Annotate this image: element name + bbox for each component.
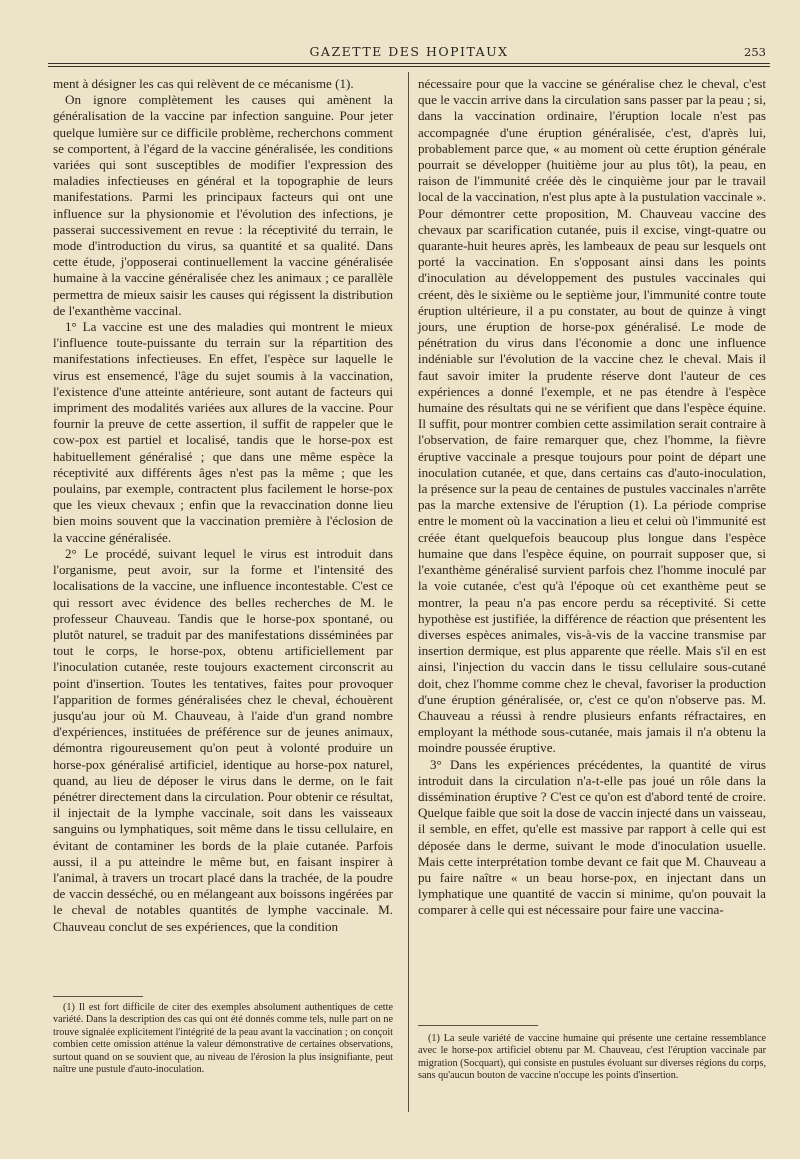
paragraph: 1° La vaccine est une des maladies qui montrent le mieux l'influence toute-puissante du terrain sur la répartition des manifestations infectieuses. En effet, l'espèce sur laquelle le virus est ensemencé, l'âge du sujet soumis à la vaccination, l'existence d'une atteinte antérieure, sont autant de facteurs qui impriment des modalités variées aux allures de la vaccine. Pour fournir la preuve de cette assertion, il suffit de rappeler que le cow-pox est partiel et localisé, tandis que le horse-pox est habituellement généralisé ; que dans une même espèce la réceptivité aux différents âges n'est pas la même ; que les poulains, par exemple, contractent plus facilement le horse-pox que les vieux chevaux ; enfin que la revaccination donne lieu bien moins souvent que la vaccination première à l'éclosion de la vaccine généralisée.: [53, 319, 393, 545]
journal-title: GAZETTE DES HOPITAUX: [309, 44, 509, 59]
paragraph: On ignore complètement les causes qui amènent la généralisation de la vaccine par infection sanguine. Pour jeter quelque lumière sur ce difficile problème, recherchons comment se comportent, à l'égard de la vaccine généralisée, les conditions variées qui sont susceptibles de modifier l'expression des maladies infectieuses en général et la topographie de leurs manifestations. Parmi les principaux facteurs qui ont une influence sur la physionomie et l'évolution des infections, je passerai successivement en revue : la réceptivité du terrain, le mode d'introduction du virus, sa quantité et sa qualité. Dans cette étude, j'opposerai continuellement la vaccine généralisée humaine à la vaccine généralisée chez les animaux ; ce parallèle permettra de mieux saisir les causes qui régissent la distribution de l'exanthème vaccinal.: [53, 92, 393, 318]
footnote-text: (1) La seule variété de vaccine humaine qui présente une certaine ressemblance avec le horse-pox artificiel obtenu par M. Chauveau, c'est l'éruption vaccinale par migration (Socquart), qui consiste en pustules évoluant sur diverses régions du corps, sans qu'aucun bouton de vaccine n'occupe les points d'insertion.: [418, 1033, 766, 1082]
left-column: [53, 76, 393, 935]
paragraph: nécessaire pour que la vaccine se généralise chez le cheval, c'est que le vaccin arrive dans la circulation sans passer par la peau ; si, dans la vaccination ordinaire, l'éruption locale n'est pas accompagnée d'une éruption généralisée, c'est, d'après lui, probablement parce que, « au moment où cette éruption générale pourrait se développer (huitième jour au plus tôt), la peau, en raison de l'immunité créée dès le cinquième jour par le travail local de la vaccination, n'est plus apte à la pustulation vaccinale ». Pour démontrer cette proposition, M. Chauveau vaccine des chevaux par scarification cutanée, puis il excise, vingt-quatre ou quarante-huit heures après, les lambeaux de peau sur lesquels ont porté la vaccination. En s'opposant ainsi dans les points d'inoculation au développement des pustules vaccinales qui créent, dès le sixième ou le septième jour, l'immunité contre toute éruption ultérieure, il a pu constater, au bout de quinze à vingt jours, une éruption de horse-pox généralisé. Le mode de pénétration du virus dans l'économie a donc une influence indéniable sur l'évolution de la vaccine chez le cheval. Mais il faut savoir imiter la prudente réserve dont l'auteur de ces expériences a donné l'exemple, et ne pas étendre à l'espèce humaine des résultats qui ne se vérifient que dans l'espèce équine. Il suffit, pour montrer combien cette assimilation serait contraire à l'observation, de faire remarquer que, chez l'homme, la fièvre éruptive vaccinale a presque toujours pour point de départ une inoculation cutanée, et que, dans certains cas d'auto-inoculation, la présence sur la peau de centaines de pustules vaccinales n'arrête pas la marche extensive de l'éruption (1). La période comprise entre le moment où la vaccination a lieu et celui où l'immunité est créée étant quelquefois beaucoup plus longue dans l'espèce humaine que dans l'espèce équine, on pourrait supposer que, si l'exanthème généralisé survient parfois chez l'homme inoculé par la voie cutanée, c'est qu'à l'époque où cet exanthème peut se montrer, la peau n'a pas encore perdu sa réceptivité. Si cette hypothèse est justifiée, la différence de réaction que présentent les diverses espèces animales, vis-à-vis de la vaccine transmise par insertion dermique, est plus apparente que réelle. Mais s'il en est ainsi, l'injection du vaccin dans le tissu cellulaire sous-cutané doit, chez l'homme comme chez le cheval, favoriser la production d'une éruption généralisée, or, c'est ce qu'on n'observe pas. M. Chauveau a réussi à rendre plusieurs enfants réfractaires, en employant la méthode sous-cutanée, mais jamais il n'a obtenu la moindre poussée éruptive.: [418, 76, 766, 756]
page-number: 253: [744, 45, 766, 59]
header-rule-top: [48, 63, 770, 64]
header-rule-bottom: [48, 66, 770, 67]
column-divider: [408, 72, 409, 1112]
footnote-rule-left: [53, 996, 143, 997]
footnote-rule-right: [418, 1025, 538, 1026]
footnote-text: (1) Il est fort difficile de citer des exemples absolument authentiques de cette variété. Dans la description des cas qui ont été donnés comme tels, nulle part on ne trouve signalée explicitement l'intégrité de la peau avant la vaccination ; on conçoit combien cette omission atténue la valeur démonstrative de certaines observations, surtout quand on se souvient que, au niveau de l'érosion la plus insignifiante, peut naître une pustule d'auto-inoculation.: [53, 1002, 393, 1076]
running-header: [48, 40, 770, 62]
paragraph: ment à désigner les cas qui relèvent de ce mécanisme (1).: [53, 76, 354, 91]
footnote-right: [418, 1033, 766, 1083]
paragraph: 2° Le procédé, suivant lequel le virus est introduit dans l'organisme, peut avoir, sur la forme et l'intensité des localisations de la vaccine, une influence incontestable. C'est ce qui ressort avec évidence des belles recherches de M. le professeur Chauveau. Tandis que le horse-pox spontané, ou plutôt naturel, se traduit par des manifestations disséminées par tout le corps, le horse-pox, obtenu artificiellement par l'inoculation cutanée, reste toujours exactement circonscrit au point d'insertion. Toutes les tentatives, faites pour provoquer l'apparition de formes généralisées chez le cheval, échouèrent jusqu'au jour où M. Chauveau, à l'aide d'un grand nombre d'expériences, instituées de préférence sur de jeunes animaux, démontra rigoureusement qu'on peut à volonté produire un horse-pox généralisé artificiel, identique au horse-pox naturel, quand, au lieu de déposer le virus dans le derme, on le fait pénétrer directement dans la circulation. Pour obtenir ce résultat, il injectait de la lymphe vaccinale, soit dans les vaisseaux sanguins ou lymphatiques, soit même dans le tissu cellulaire, en évitant de contaminer les bords de la plaie cutanée. Parfois aussi, il a pu atteindre le même but, en faisant inspirer à l'animal, à travers un trocart placé dans la trachée, de la poudre de vaccin desséché, ou en mélangeant aux boissons ingérées par le cheval de notables quantités de lymphe vaccinale. M. Chauveau conclut de ses expériences, que la condition: [53, 545, 393, 934]
footnote-left: [53, 1002, 393, 1076]
paragraph: 3° Dans les expériences précédentes, la quantité de virus introduit dans la circulation n'a-t-elle pas joué un rôle dans la dissémination éruptive ? C'est ce qu'on est d'abord tenté de croire. Quelque faible que soit la dose de vaccin injecté dans un vaisseau, il semble, en effet, qu'elle est massive par rapport à celle qui est déposée dans le derme, suivant le mode d'inoculation usuelle. Mais cette interprétation tombe devant ce fait que M. Chauveau a pu faire naître « un beau horse-pox, en injectant dans un lymphatique une quantité de vaccin si minime, qu'on pouvait la comparer à celle qui est nécessaire pour faire une vaccina-: [418, 756, 766, 918]
right-column: [418, 76, 766, 919]
